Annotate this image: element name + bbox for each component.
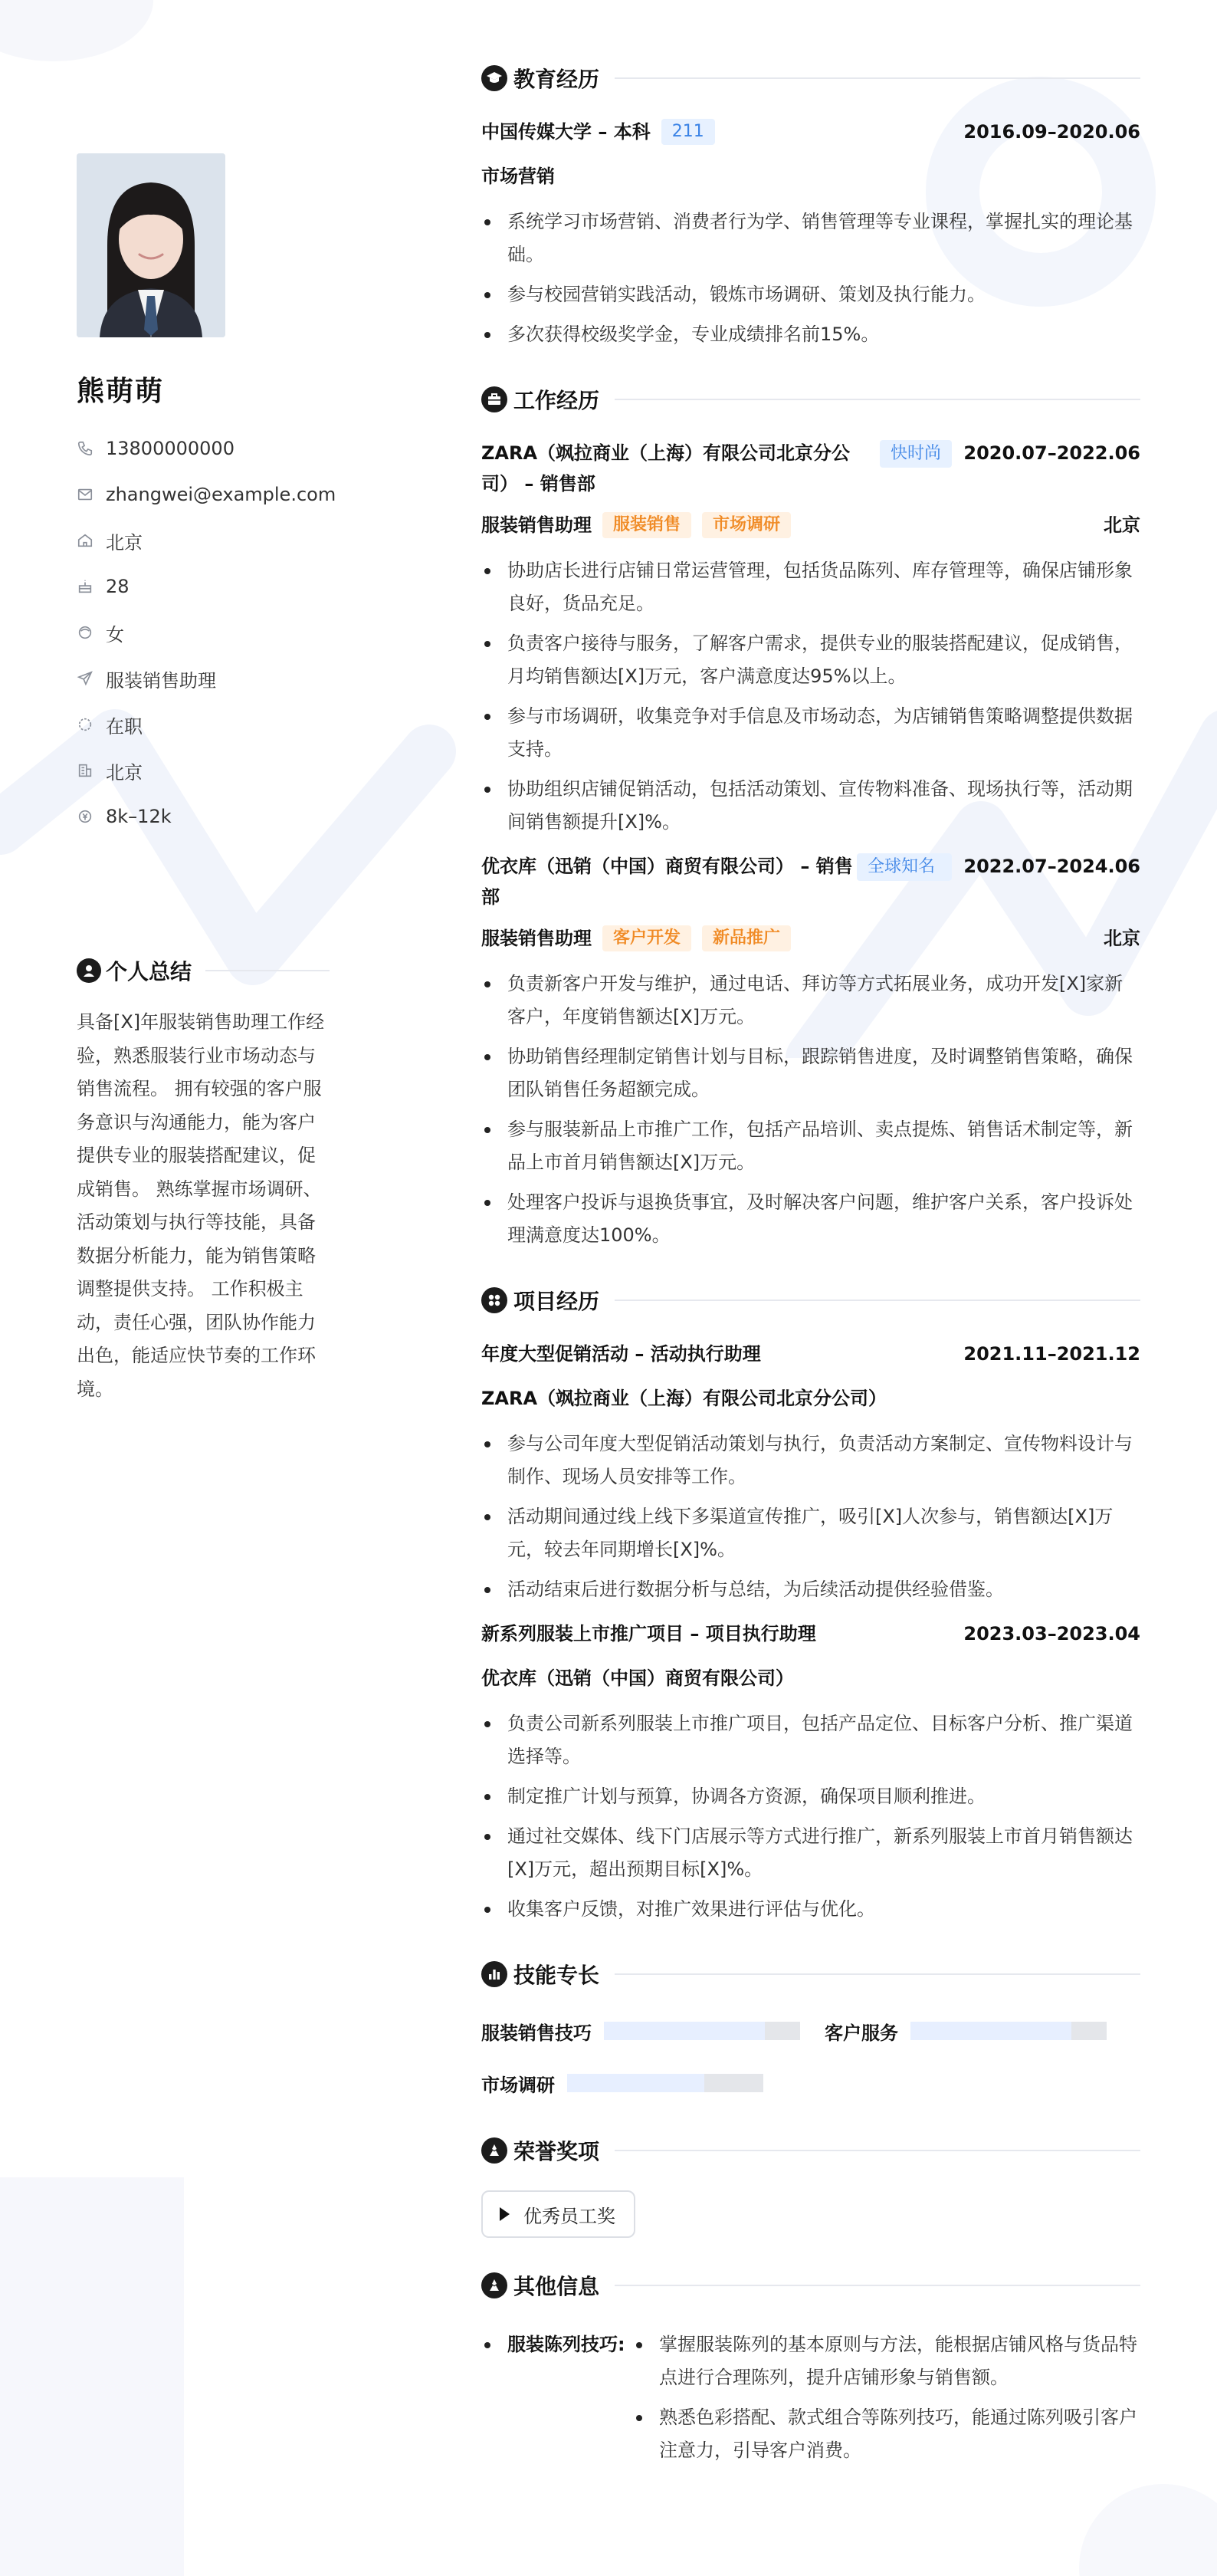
cake-icon [77, 578, 93, 595]
home-icon [77, 532, 93, 549]
project-org: 优衣库（迅销（中国）商贸有限公司） [481, 1668, 794, 1689]
skills-title: 技能专长 [513, 1963, 600, 1988]
list-item: 系统学习市场营销、消费者行为学、销售管理等专业课程，掌握扎实的理论基础。 [481, 205, 1140, 271]
list-item: 处理客户投诉与退换货事宜，及时解决客户问题，维护客户关系，客户投诉处理满意度达100%。 [481, 1186, 1140, 1252]
other-section [481, 2266, 1140, 2474]
list-item: 协助组织店铺促销活动，包括活动策划、宣传物料准备、现场执行等，活动期间销售额提升[X]%。 [481, 773, 1140, 839]
honors-title: 荣誉奖项 [513, 2139, 600, 2164]
graduation-cap-icon [481, 65, 507, 91]
profile-sidebar [77, 153, 336, 840]
skill-item [481, 2018, 800, 2045]
info-status [77, 702, 330, 748]
background-shape [0, 0, 153, 61]
skills-heading [481, 1954, 1140, 1994]
divider [205, 970, 330, 971]
skill-bar [604, 2022, 800, 2040]
other-entry [481, 2328, 1140, 2474]
info-city-text: 北京 [106, 761, 143, 784]
info-location-text: 北京 [106, 531, 143, 554]
info-phone [77, 426, 330, 472]
project-org-row [481, 1383, 1140, 1414]
skill-bar [910, 2022, 1107, 2040]
other-label: 服装陈列技巧: [481, 2328, 633, 2361]
job-date: 2022.07–2024.06 [963, 856, 1140, 877]
list-item: 多次获得校级奖学金，专业成绩排名前15%。 [481, 318, 1140, 351]
job-entry [481, 438, 1140, 839]
job-entry [481, 851, 1140, 1252]
skill-bar [567, 2074, 763, 2092]
project-entry [481, 1339, 1140, 1606]
info-salary-text: 8k–12k [106, 806, 172, 827]
award-icon [481, 2272, 507, 2298]
play-icon [500, 2207, 510, 2221]
person-name: 熊萌萌 [77, 376, 165, 407]
mail-icon [77, 486, 93, 503]
info-salary [77, 794, 330, 840]
job-city: 北京 [1104, 928, 1140, 949]
education-section [481, 58, 1140, 351]
list-item: 熟悉色彩搭配、款式组合等陈列技巧，能通过陈列吸引客户注意力，引导客户消费。 [633, 2401, 1140, 2467]
list-item: 负责客户接待与服务，了解客户需求，提供专业的服装搭配建议，促成销售，月均销售额达[X]万元，客户满意度达95%以上。 [481, 627, 1140, 693]
skill-item [825, 2018, 1107, 2045]
projects-heading [481, 1280, 1140, 1320]
project-header [481, 1618, 1140, 1649]
education-entry-header [481, 117, 1140, 147]
project-org: ZARA（飒拉商业（上海）有限公司北京分公司） [481, 1388, 887, 1409]
bar-chart-icon [481, 1961, 507, 1987]
job-tag: 全球知名 [857, 853, 952, 881]
work-heading [481, 380, 1140, 419]
info-gender-text: 女 [106, 623, 124, 646]
job-skill-tag: 市场调研 [702, 512, 791, 538]
project-name: 新系列服装上市推广项目 – 项目执行助理 [481, 1623, 816, 1644]
skills-row [481, 2066, 1140, 2100]
info-position-text: 服装销售助理 [106, 669, 216, 692]
contact-info-list [77, 426, 336, 840]
project-bullets [481, 1428, 1140, 1606]
job-role-row [481, 923, 1140, 954]
summary-text: 具备[X]年服装销售助理工作经验，熟悉服装行业市场动态与销售流程。 拥有较强的客户服务意识与沟通能力，能为客户提供专业的服装搭配建议，促成销售。 熟练掌握市场调研、活动策划与执行等技能，具备数据分析能力，能为销售策略调整提供支持。 工作积极主动，责任心强，团队协作能力出色，能适应快节奏的工作环境。 [77, 1011, 325, 1400]
info-phone-text: 13800000000 [106, 438, 235, 459]
job-tag: 快时尚 [880, 440, 952, 468]
job-role-row [481, 510, 1140, 540]
skill-bar-fill [604, 2022, 765, 2040]
avatar-portrait [77, 153, 225, 337]
list-item: 参与服装新品上市推广工作，包括产品培训、卖点提炼、销售话术制定等，新品上市首月销售额达[X]万元。 [481, 1113, 1140, 1179]
job-header [481, 438, 1140, 499]
job-skill-tag: 新品推广 [702, 925, 791, 951]
info-email [77, 472, 336, 518]
list-item: 活动结束后进行数据分析与总结，为后续活动提供经验借鉴。 [481, 1573, 1140, 1606]
list-item: 掌握服装陈列的基本原则与方法，能根据店铺风格与货品特点进行合理陈列，提升店铺形象与销售额。 [633, 2328, 1140, 2394]
background-circle [1079, 2484, 1217, 2576]
project-name: 年度大型促销活动 – 活动执行助理 [481, 1343, 761, 1365]
info-age [77, 564, 330, 610]
list-item: 协助销售经理制定销售计划与目标，跟踪销售进度，及时调整销售策略，确保团队销售任务超额完成。 [481, 1040, 1140, 1106]
other-bullets [633, 2328, 1140, 2474]
project-date: 2021.11–2021.12 [963, 1343, 1140, 1365]
resume-main [481, 58, 1140, 2474]
divider [615, 1973, 1140, 1975]
list-item: 活动期间通过线上线下多渠道宣传推广，吸引[X]人次参与，销售额达[X]万元，较去年同期增长[X]%。 [481, 1500, 1140, 1566]
divider [615, 399, 1140, 400]
work-title: 工作经历 [513, 388, 600, 413]
briefcase-icon [481, 386, 507, 412]
background-block [0, 2177, 184, 2576]
grid-icon [481, 1287, 507, 1313]
project-entry [481, 1618, 1140, 1926]
projects-title: 项目经历 [513, 1289, 600, 1314]
send-icon [77, 670, 93, 687]
project-bullets [481, 1707, 1140, 1926]
education-bullets [481, 205, 1140, 351]
skills-row [481, 2014, 1140, 2048]
info-status-text: 在职 [106, 715, 143, 738]
status-icon [77, 716, 93, 733]
summary-section [77, 954, 330, 1406]
user-icon [77, 958, 101, 983]
education-title: 教育经历 [513, 67, 600, 92]
job-role: 服装销售助理 [481, 928, 592, 949]
list-item: 通过社交媒体、线下门店展示等方式进行推广，新系列服装上市首月销售额达[X]万元，超出预期目标[X]%。 [481, 1820, 1140, 1886]
summary-heading [77, 954, 330, 987]
summary-title: 个人总结 [106, 959, 192, 984]
money-icon [77, 808, 93, 825]
honors-heading [481, 2131, 1140, 2170]
info-age-text: 28 [106, 576, 130, 597]
list-item: 参与市场调研，收集竞争对手信息及市场动态，为店铺销售策略调整提供数据支持。 [481, 700, 1140, 766]
building-icon [77, 762, 93, 779]
job-bullets [481, 554, 1140, 839]
job-date: 2020.07–2022.06 [963, 442, 1140, 464]
education-major-row [481, 161, 1140, 192]
divider [615, 77, 1140, 79]
major: 市场营销 [481, 166, 555, 187]
project-date: 2023.03–2023.04 [963, 1623, 1140, 1644]
info-position [77, 656, 330, 702]
skills-section [481, 1954, 1140, 2100]
award-icon [481, 2137, 507, 2164]
job-bullets [481, 968, 1140, 1252]
school-tag: 211 [661, 119, 715, 145]
job-skill-tag: 服装销售 [602, 512, 691, 538]
divider [615, 2285, 1140, 2286]
avatar [77, 153, 225, 337]
list-item: 协助店长进行店铺日常运营管理，包括货品陈列、库存管理等，确保店铺形象良好，货品充足。 [481, 554, 1140, 620]
skill-item [481, 2070, 763, 2097]
job-company: ZARA（飒拉商业（上海）有限公司北京分公司） – 销售部 [481, 442, 851, 495]
list-item: 制定推广计划与预算，协调各方资源，确保项目顺利推进。 [481, 1780, 1140, 1813]
skill-name: 客户服务 [825, 2022, 898, 2044]
job-city: 北京 [1104, 514, 1140, 536]
education-heading [481, 58, 1140, 98]
other-title: 其他信息 [513, 2274, 600, 2299]
award-item [481, 2190, 635, 2238]
phone-icon [77, 440, 93, 457]
job-skill-tag: 客户开发 [602, 925, 691, 951]
project-org-row [481, 1663, 1140, 1694]
list-item: 参与公司年度大型促销活动策划与执行，负责活动方案制定、宣传物料设计与制作、现场人员安排等工作。 [481, 1428, 1140, 1493]
skill-name: 服装销售技巧 [481, 2022, 592, 2044]
job-role: 服装销售助理 [481, 514, 592, 536]
divider [615, 1300, 1140, 1301]
other-heading [481, 2266, 1140, 2305]
skill-bar-fill [910, 2022, 1071, 2040]
school-name: 中国传媒大学 – 本科 [481, 121, 651, 143]
list-item: 参与校园营销实践活动，锻炼市场调研、策划及执行能力。 [481, 278, 1140, 311]
projects-section [481, 1280, 1140, 1926]
work-section [481, 380, 1140, 1252]
info-gender [77, 610, 330, 656]
info-location [77, 518, 330, 564]
skill-bar-fill [567, 2074, 704, 2092]
info-city [77, 748, 330, 794]
award-label: 优秀员工奖 [523, 2205, 615, 2227]
info-email-text: zhangwei@example.com [106, 484, 336, 505]
education-date: 2016.09–2020.06 [963, 121, 1140, 143]
job-company: 优衣库（迅销（中国）商贸有限公司） – 销售部 [481, 856, 853, 908]
project-header [481, 1339, 1140, 1369]
skill-name: 市场调研 [481, 2074, 555, 2096]
job-header [481, 851, 1140, 912]
list-item: 收集客户反馈，对推广效果进行评估与优化。 [481, 1893, 1140, 1926]
honors-section [481, 2131, 1140, 2238]
list-item: 负责公司新系列服装上市推广项目，包括产品定位、目标客户分析、推广渠道选择等。 [481, 1707, 1140, 1773]
divider [615, 2150, 1140, 2151]
gender-icon [77, 624, 93, 641]
list-item: 负责新客户开发与维护，通过电话、拜访等方式拓展业务，成功开发[X]家新客户，年度销售额达[X]万元。 [481, 968, 1140, 1033]
